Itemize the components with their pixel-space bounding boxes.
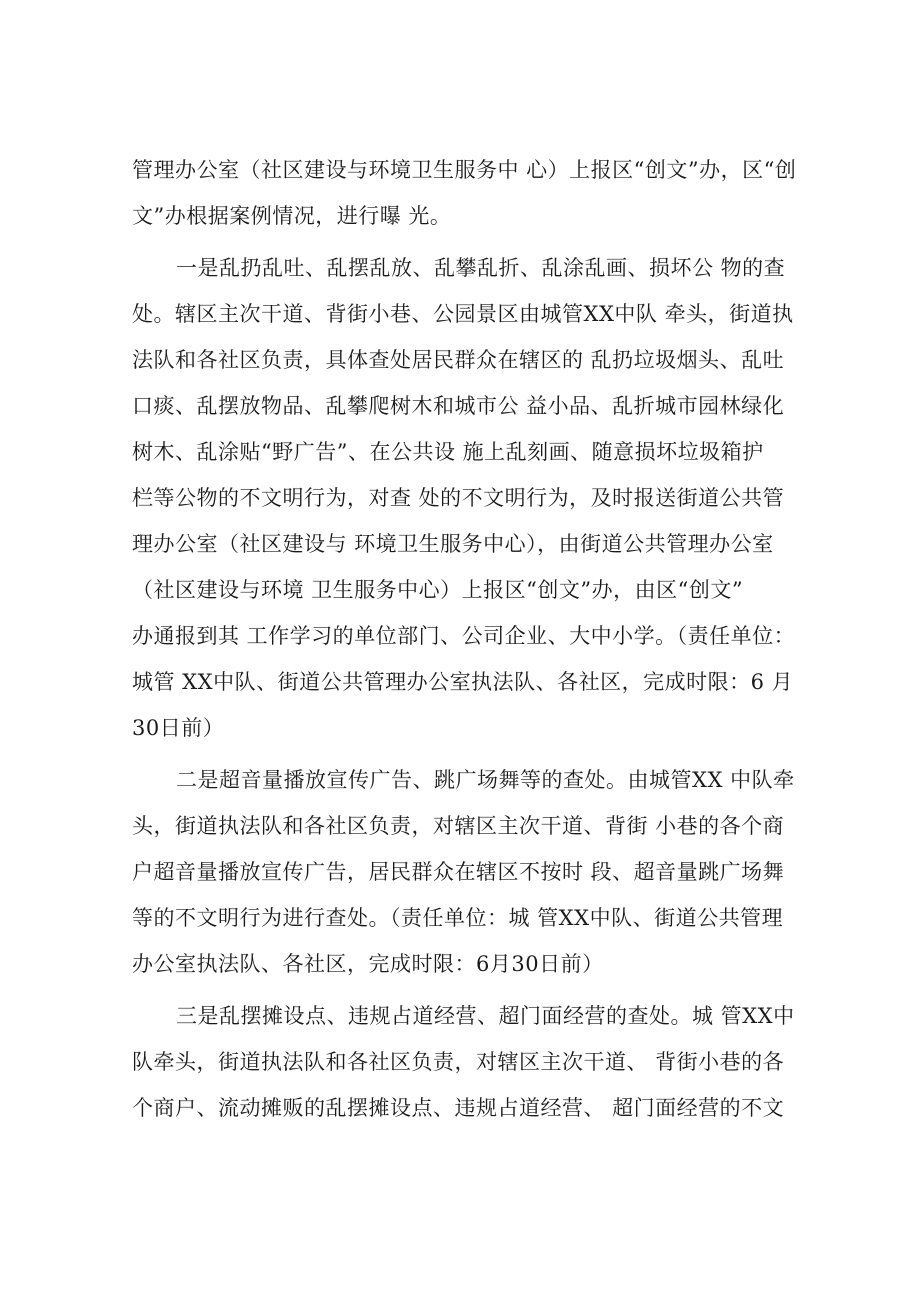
text-line: 管理办公室（社区建设与环境卫生服务中 心）上报区“创文”办，区“创 (132, 158, 797, 182)
text-line: 二是超音量播放宣传广告、跳广场舞等的查处。由城管XX 中队牵 (176, 768, 795, 792)
text-line: 队牵头，街道执法队和各社区负责，对辖区主次干道、 背街小巷的各 (132, 1050, 785, 1074)
text-line: 处。辖区主次干道、背街小巷、公园景区由城管XX中队 牵头，街道执 (132, 302, 794, 326)
text-line: 城管 XX中队、街道公共管理办公室执法队、各社区，完成时限：6 月 (132, 670, 794, 694)
text-line: 头，街道执法队和各社区负责，对辖区主次干道、背街 小巷的各个商 (132, 814, 785, 838)
text-line: 户超音量播放宣传广告，居民群众在辖区不按时 段、超音量跳广场舞 (132, 860, 785, 884)
text-line: 30日前） (132, 716, 225, 740)
text-line: 理办公室（社区建设与 环境卫生服务中心），由街道公共管理办公室 (132, 532, 774, 556)
text-line: 个商户、流动摊贩的乱摆摊设点、违规占道经营、 超门面经营的不文 (132, 1096, 785, 1120)
text-line: 三是乱摆摊设点、违规占道经营、超门面经营的查处。城 管XX中 (176, 1004, 795, 1028)
text-line: 栏等公物的不文明行为，对查 处的不文明行为，及时报送街道公共管 (132, 486, 785, 510)
text-line: （社区建设与环境 卫生服务中心）上报区“创文”办，由区“创文” (132, 578, 744, 602)
text-line: 等的不文明行为进行查处。（责任单位：城 管XX中队、街道公共管理 (132, 906, 784, 930)
text-line: 办公室执法队、各社区，完成时限：6月30日前） (132, 952, 604, 976)
text-line: 办通报到其 工作学习的单位部门、公司企业、大中小学。（责任单位： (132, 624, 796, 648)
text-line: 口痰、乱摆放物品、乱攀爬树木和城市公 益小品、乱折城市园林绿化 (132, 394, 785, 418)
text-line: 树木、乱涂贴“野广告”、在公共设 施上乱刻画、随意损坏垃圾箱护 (132, 440, 764, 464)
text-line: 法队和各社区负责，具体查处居民群众在辖区的 乱扔垃圾烟头、乱吐 (132, 348, 785, 372)
text-line: 一是乱扔乱吐、乱摆乱放、乱攀乱折、乱涂乱画、损坏公 物的查 (176, 256, 786, 280)
text-line: 文”办根据案例情况，进行曝 光。 (132, 204, 452, 228)
